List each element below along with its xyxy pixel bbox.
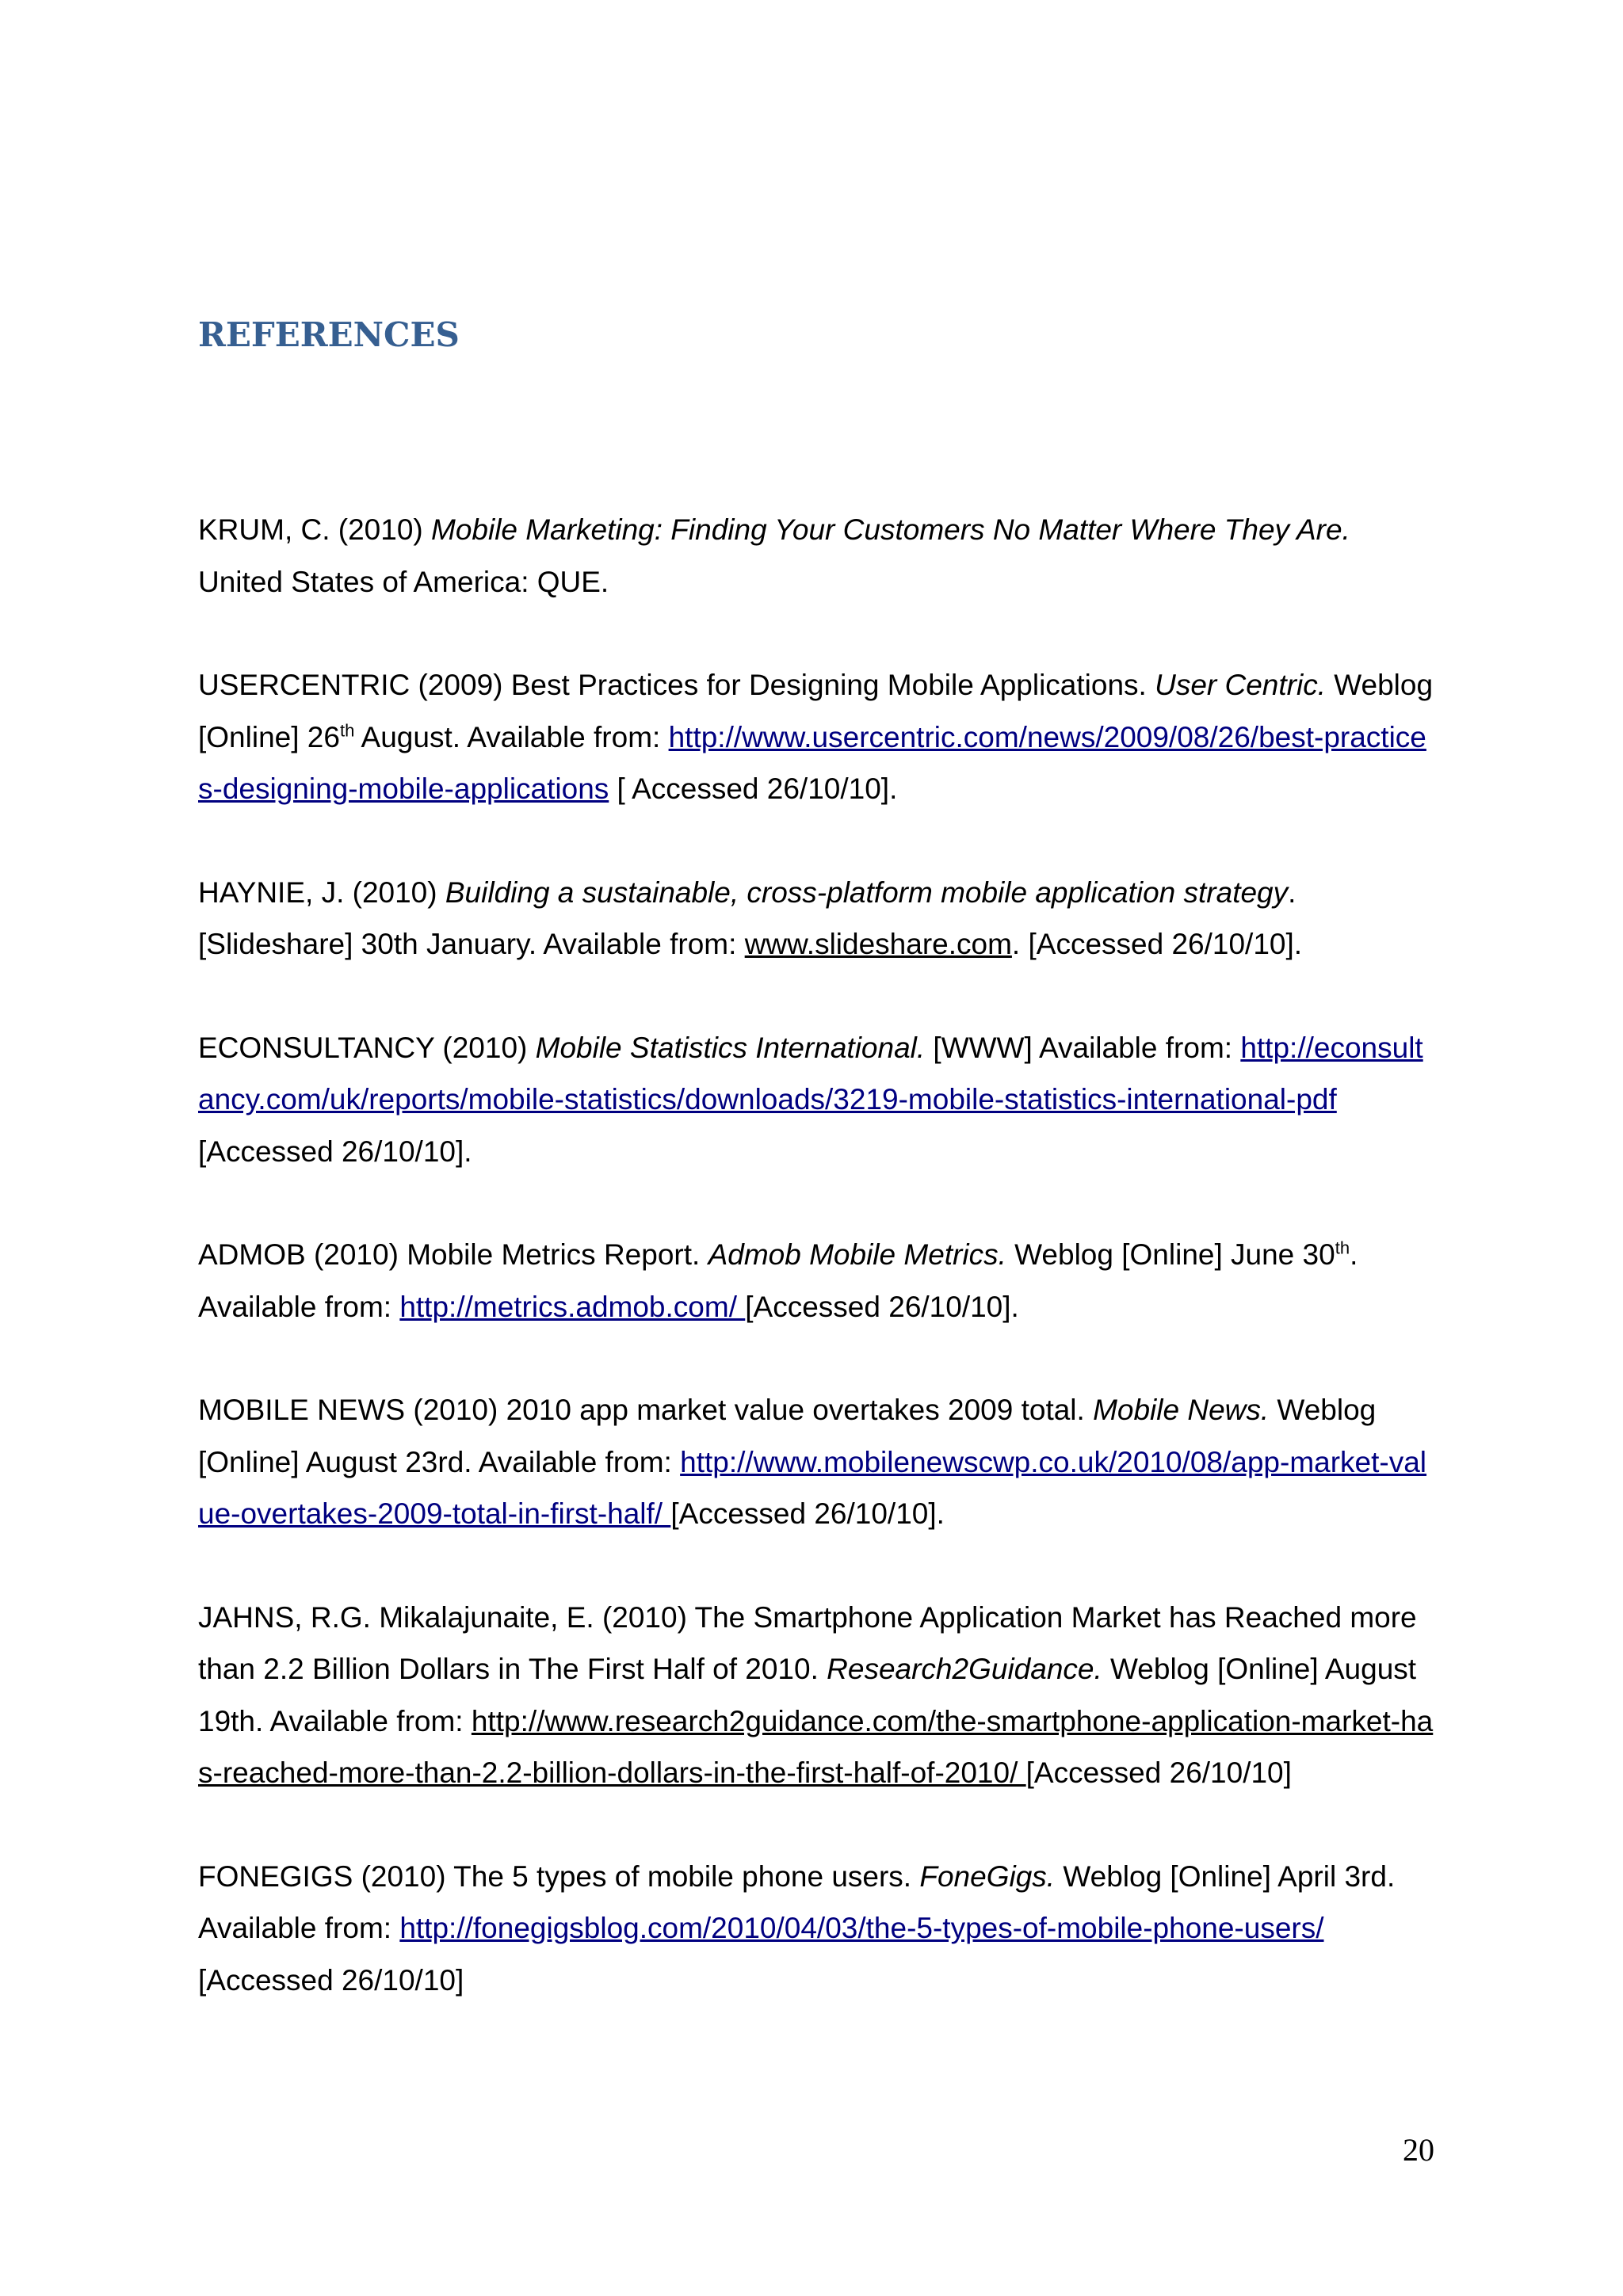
ref-text: ECONSULTANCY (2010) [198,1031,536,1064]
ref-text: . [Accessed 26/10/10]. [1011,928,1303,960]
ref-text: Weblog [Online] June 30 [1006,1238,1335,1271]
ref-text: United States of America: QUE. [198,565,609,598]
ref-title: Research2Guidance. [827,1653,1102,1685]
ref-text: [WWW] Available from: [925,1031,1241,1064]
reference-list [198,504,1434,2058]
ref-title: Building a sustainable, cross-platform mobile application strategy [445,875,1289,909]
ref-text: . [Slideshare] 30th January. Available from: [198,875,1296,960]
reference-fonegigs [198,1851,1434,2007]
ref-superscript: th [1335,1238,1350,1258]
reference-jahns [198,1592,1434,1799]
ref-text: [Accessed 26/10/10]. [745,1290,1019,1323]
ref-text: ADMOB (2010) Mobile Metrics Report. [198,1238,708,1271]
ref-text: MOBILE NEWS (2010) 2010 app market value overtakes 2009 total. [198,1394,1094,1426]
reference-haynie [198,867,1434,971]
ref-title: Mobile Marketing: Finding Your Customers No Matter Where They Are. [431,513,1350,546]
ref-text: [Accessed 26/10/10]. [670,1497,945,1530]
ref-link[interactable]: www.slideshare.com [744,928,1012,960]
reference-usercentric [198,659,1434,815]
reference-krum [198,504,1434,608]
ref-text: Weblog [Online] 26 [198,669,1434,753]
ref-text: JAHNS, R.G. Mikalajunaite, E. (2010) The Smartphone Application Market has Reached more than 2.2 Billion Dollars in The First Half of 2010. [198,1600,1417,1685]
ref-text: [Accessed 26/10/10]. [198,1135,472,1168]
ref-text: Weblog [Online] August 19th. Available from: [198,1653,1417,1737]
reference-econsultancy [198,1022,1434,1178]
ref-text: KRUM, C. (2010) [198,513,432,546]
ref-title: Mobile Statistics International. [535,1031,926,1064]
ref-text: FONEGIGS (2010) The 5 types of mobile phone users. [198,1859,920,1893]
ref-text: [Accessed 26/10/10] [1025,1756,1292,1789]
reference-mobile-news [198,1384,1434,1540]
ref-text: Weblog [Online] August 23rd. Available from: [198,1394,1377,1478]
ref-text: HAYNIE, J. (2010) [198,875,445,909]
ref-link[interactable]: http://www.mobilenewscwp.co.uk/2010/08/app-market-value-overtakes-2009-total-in-first-half/ [198,1445,1427,1530]
ref-link[interactable]: http://www.research2guidance.com/the-smartphone-application-market-has-reached-more-than-2.2-billion-dollars-in-the-first-half-of-2010/ [198,1704,1434,1789]
ref-text: Weblog [Online] April 3rd. Available from: [198,1859,1396,1944]
ref-link[interactable]: http://fonegigsblog.com/2010/04/03/the-5-types-of-mobile-phone-users/ [399,1912,1324,1944]
page-number: 20 [1403,2132,1434,2168]
ref-title: FoneGigs. [919,1859,1056,1893]
ref-title: Admob Mobile Metrics. [708,1238,1006,1271]
reference-admob [198,1229,1434,1333]
ref-link[interactable]: http://www.usercentric.com/news/2009/08/26/best-practices-designing-mobile-applications [198,720,1426,805]
page-heading: REFERENCES [198,315,460,354]
ref-superscript: th [339,720,355,741]
ref-text: [Accessed 26/10/10] [198,1963,464,1997]
ref-text: . Available from: [198,1238,1358,1323]
ref-text: USERCENTRIC (2009) Best Practices for Designing Mobile Applications. [198,669,1155,701]
ref-link[interactable]: http://econsultancy.com/uk/reports/mobile-statistics/downloads/3219-mobile-statistics-international-pdf [198,1031,1423,1116]
ref-title: User Centric. [1155,669,1326,701]
ref-text: August. Available from: [354,720,669,753]
ref-title: Mobile News. [1093,1394,1270,1426]
ref-text: [ Accessed 26/10/10]. [609,772,898,805]
ref-link[interactable]: http://metrics.admob.com/ [399,1290,746,1323]
